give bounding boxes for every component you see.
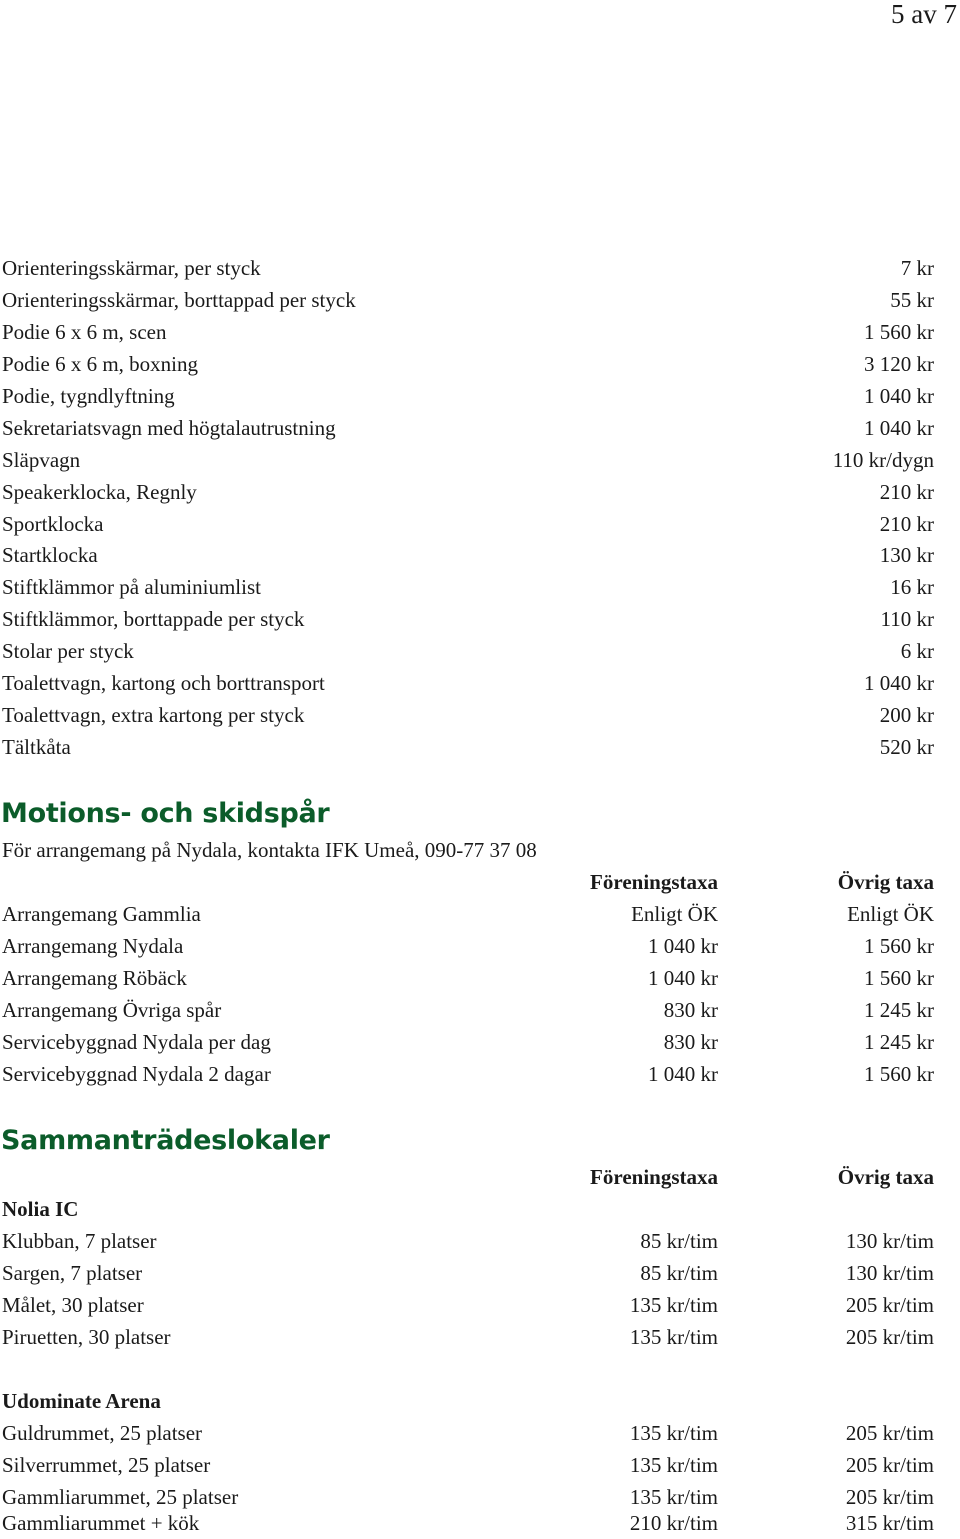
row-label: Servicebyggnad Nydala 2 dagar [2,1062,271,1086]
price-row [2,699,934,731]
room-label: Sargen, 7 platser [2,1261,143,1285]
forening-price: 1 040 kr [648,966,718,990]
forening-price: Enligt ÖK [631,902,718,926]
column-header-foreningstaxa: Föreningstaxa [590,1165,718,1189]
room-label: Piruetten, 30 platser [2,1325,171,1349]
price-row [2,476,934,508]
item-label: Podie 6 x 6 m, scen [2,320,167,344]
section-heading-motion: Motions- och skidspår [1,798,330,829]
item-label: Släpvagn [2,448,81,472]
forening-price: 135 kr/tim [629,1293,718,1317]
section-heading-meeting: Sammanträdeslokaler [1,1125,330,1156]
price-row [2,348,934,380]
forening-price: 830 kr [663,998,718,1022]
item-label: Toalettvagn, kartong och borttransport [2,671,325,695]
forening-price: 135 kr/tim [629,1421,718,1445]
venue-name: Nolia IC [2,1197,79,1221]
table-row [2,1058,934,1090]
price-row [2,539,934,571]
table-row [2,1321,934,1353]
ovrig-price: 205 kr/tim [845,1325,934,1349]
table-row [2,962,934,994]
forening-price: 135 kr/tim [629,1485,718,1509]
venue-group-heading [2,1193,934,1225]
item-price: 200 kr [879,703,934,727]
item-label: Tältkåta [2,735,71,759]
ovrig-price: 1 560 kr [864,934,934,958]
room-label: Gammliarummet, 25 platser [2,1485,239,1509]
column-header-row [2,1161,934,1193]
price-row [2,635,934,667]
forening-price: 135 kr/tim [629,1325,718,1349]
item-label: Orienteringsskärmar, per styck [2,256,261,280]
room-label: Klubban, 7 platser [2,1229,157,1253]
price-row [2,571,934,603]
ovrig-price: 205 kr/tim [845,1421,934,1445]
ovrig-price: 1 560 kr [864,1062,934,1086]
row-label: Arrangemang Gammlia [2,902,201,926]
price-row [2,316,934,348]
table-row [2,930,934,962]
table-row [2,1026,934,1058]
item-label: Podie 6 x 6 m, boxning [2,352,199,376]
ovrig-price: 1 245 kr [864,998,934,1022]
room-label: Silverrummet, 25 platser [2,1453,211,1477]
item-price: 16 kr [890,575,934,599]
item-price: 1 040 kr [864,416,934,440]
table-row [2,1257,934,1289]
price-row [2,380,934,412]
forening-price: 135 kr/tim [629,1453,718,1477]
row-label: Arrangemang Röbäck [2,966,187,990]
table-row [2,1417,934,1449]
ovrig-price: 205 kr/tim [845,1485,934,1509]
ovrig-price: 1 560 kr [864,966,934,990]
item-price: 7 kr [900,256,934,280]
room-label: Gammliarummet + kök [2,1511,200,1535]
item-price: 1 040 kr [864,671,934,695]
table-row [2,1289,934,1321]
item-price: 110 kr/dygn [832,448,934,472]
item-label: Sportklocka [2,512,104,536]
row-label: Arrangemang Nydala [2,934,184,958]
item-label: Toalettvagn, extra kartong per styck [2,703,305,727]
price-row [2,731,934,763]
item-price: 110 kr [880,607,934,631]
table-row [2,1225,934,1257]
forening-price: 1 040 kr [648,1062,718,1086]
row-label: Arrangemang Övriga spår [2,998,222,1022]
ovrig-price: 130 kr/tim [845,1261,934,1285]
item-label: Speakerklocka, Regnly [2,480,197,504]
item-price: 6 kr [900,639,934,663]
item-price: 1 560 kr [864,320,934,344]
forening-price: 830 kr [663,1030,718,1054]
ovrig-price: 205 kr/tim [845,1453,934,1477]
column-header-ovrig-taxa: Övrig taxa [837,1165,934,1189]
ovrig-price: 315 kr/tim [845,1511,934,1535]
room-label: Guldrummet, 25 platser [2,1421,203,1445]
price-row [2,284,934,316]
page-number: 5 av 7 [891,0,957,29]
venue-group-heading [2,1385,934,1417]
item-label: Startklocka [2,543,98,567]
price-row [2,252,934,284]
item-label: Stiftklämmor på aluminiumlist [2,575,261,599]
item-price: 210 kr [879,480,934,504]
table-row [2,1507,934,1539]
room-label: Målet, 30 platser [2,1293,144,1317]
item-label: Orienteringsskärmar, borttappad per styck [2,288,356,312]
price-row [2,603,934,635]
price-row [2,444,934,476]
item-label: Stolar per styck [2,639,134,663]
price-row [2,508,934,540]
price-row [2,412,934,444]
item-price: 55 kr [890,288,934,312]
column-header-row [2,866,934,898]
item-price: 1 040 kr [864,384,934,408]
forening-price: 210 kr/tim [629,1511,718,1535]
forening-price: 85 kr/tim [640,1229,718,1253]
forening-price: 1 040 kr [648,934,718,958]
column-header-foreningstaxa: Föreningstaxa [590,870,718,894]
table-row [2,898,934,930]
ovrig-price: 130 kr/tim [845,1229,934,1253]
item-price: 210 kr [879,512,934,536]
ovrig-price: Enligt ÖK [847,902,934,926]
item-label: Sekretariatsvagn med högtalautrustning [2,416,336,440]
ovrig-price: 205 kr/tim [845,1293,934,1317]
venue-name: Udominate Arena [2,1389,161,1413]
row-label: Servicebyggnad Nydala per dag [2,1030,271,1054]
item-price: 130 kr [879,543,934,567]
contact-note: För arrangemang på Nydala, kontakta IFK Umeå, 090-77 37 08 [2,838,537,862]
item-label: Podie, tygndlyftning [2,384,175,408]
table-row [2,1449,934,1481]
price-row [2,667,934,699]
item-label: Stiftklämmor, borttappade per styck [2,607,305,631]
column-header-ovrig-taxa: Övrig taxa [837,870,934,894]
table-row [2,994,934,1026]
forening-price: 85 kr/tim [640,1261,718,1285]
item-price: 520 kr [879,735,934,759]
ovrig-price: 1 245 kr [864,1030,934,1054]
item-price: 3 120 kr [864,352,934,376]
